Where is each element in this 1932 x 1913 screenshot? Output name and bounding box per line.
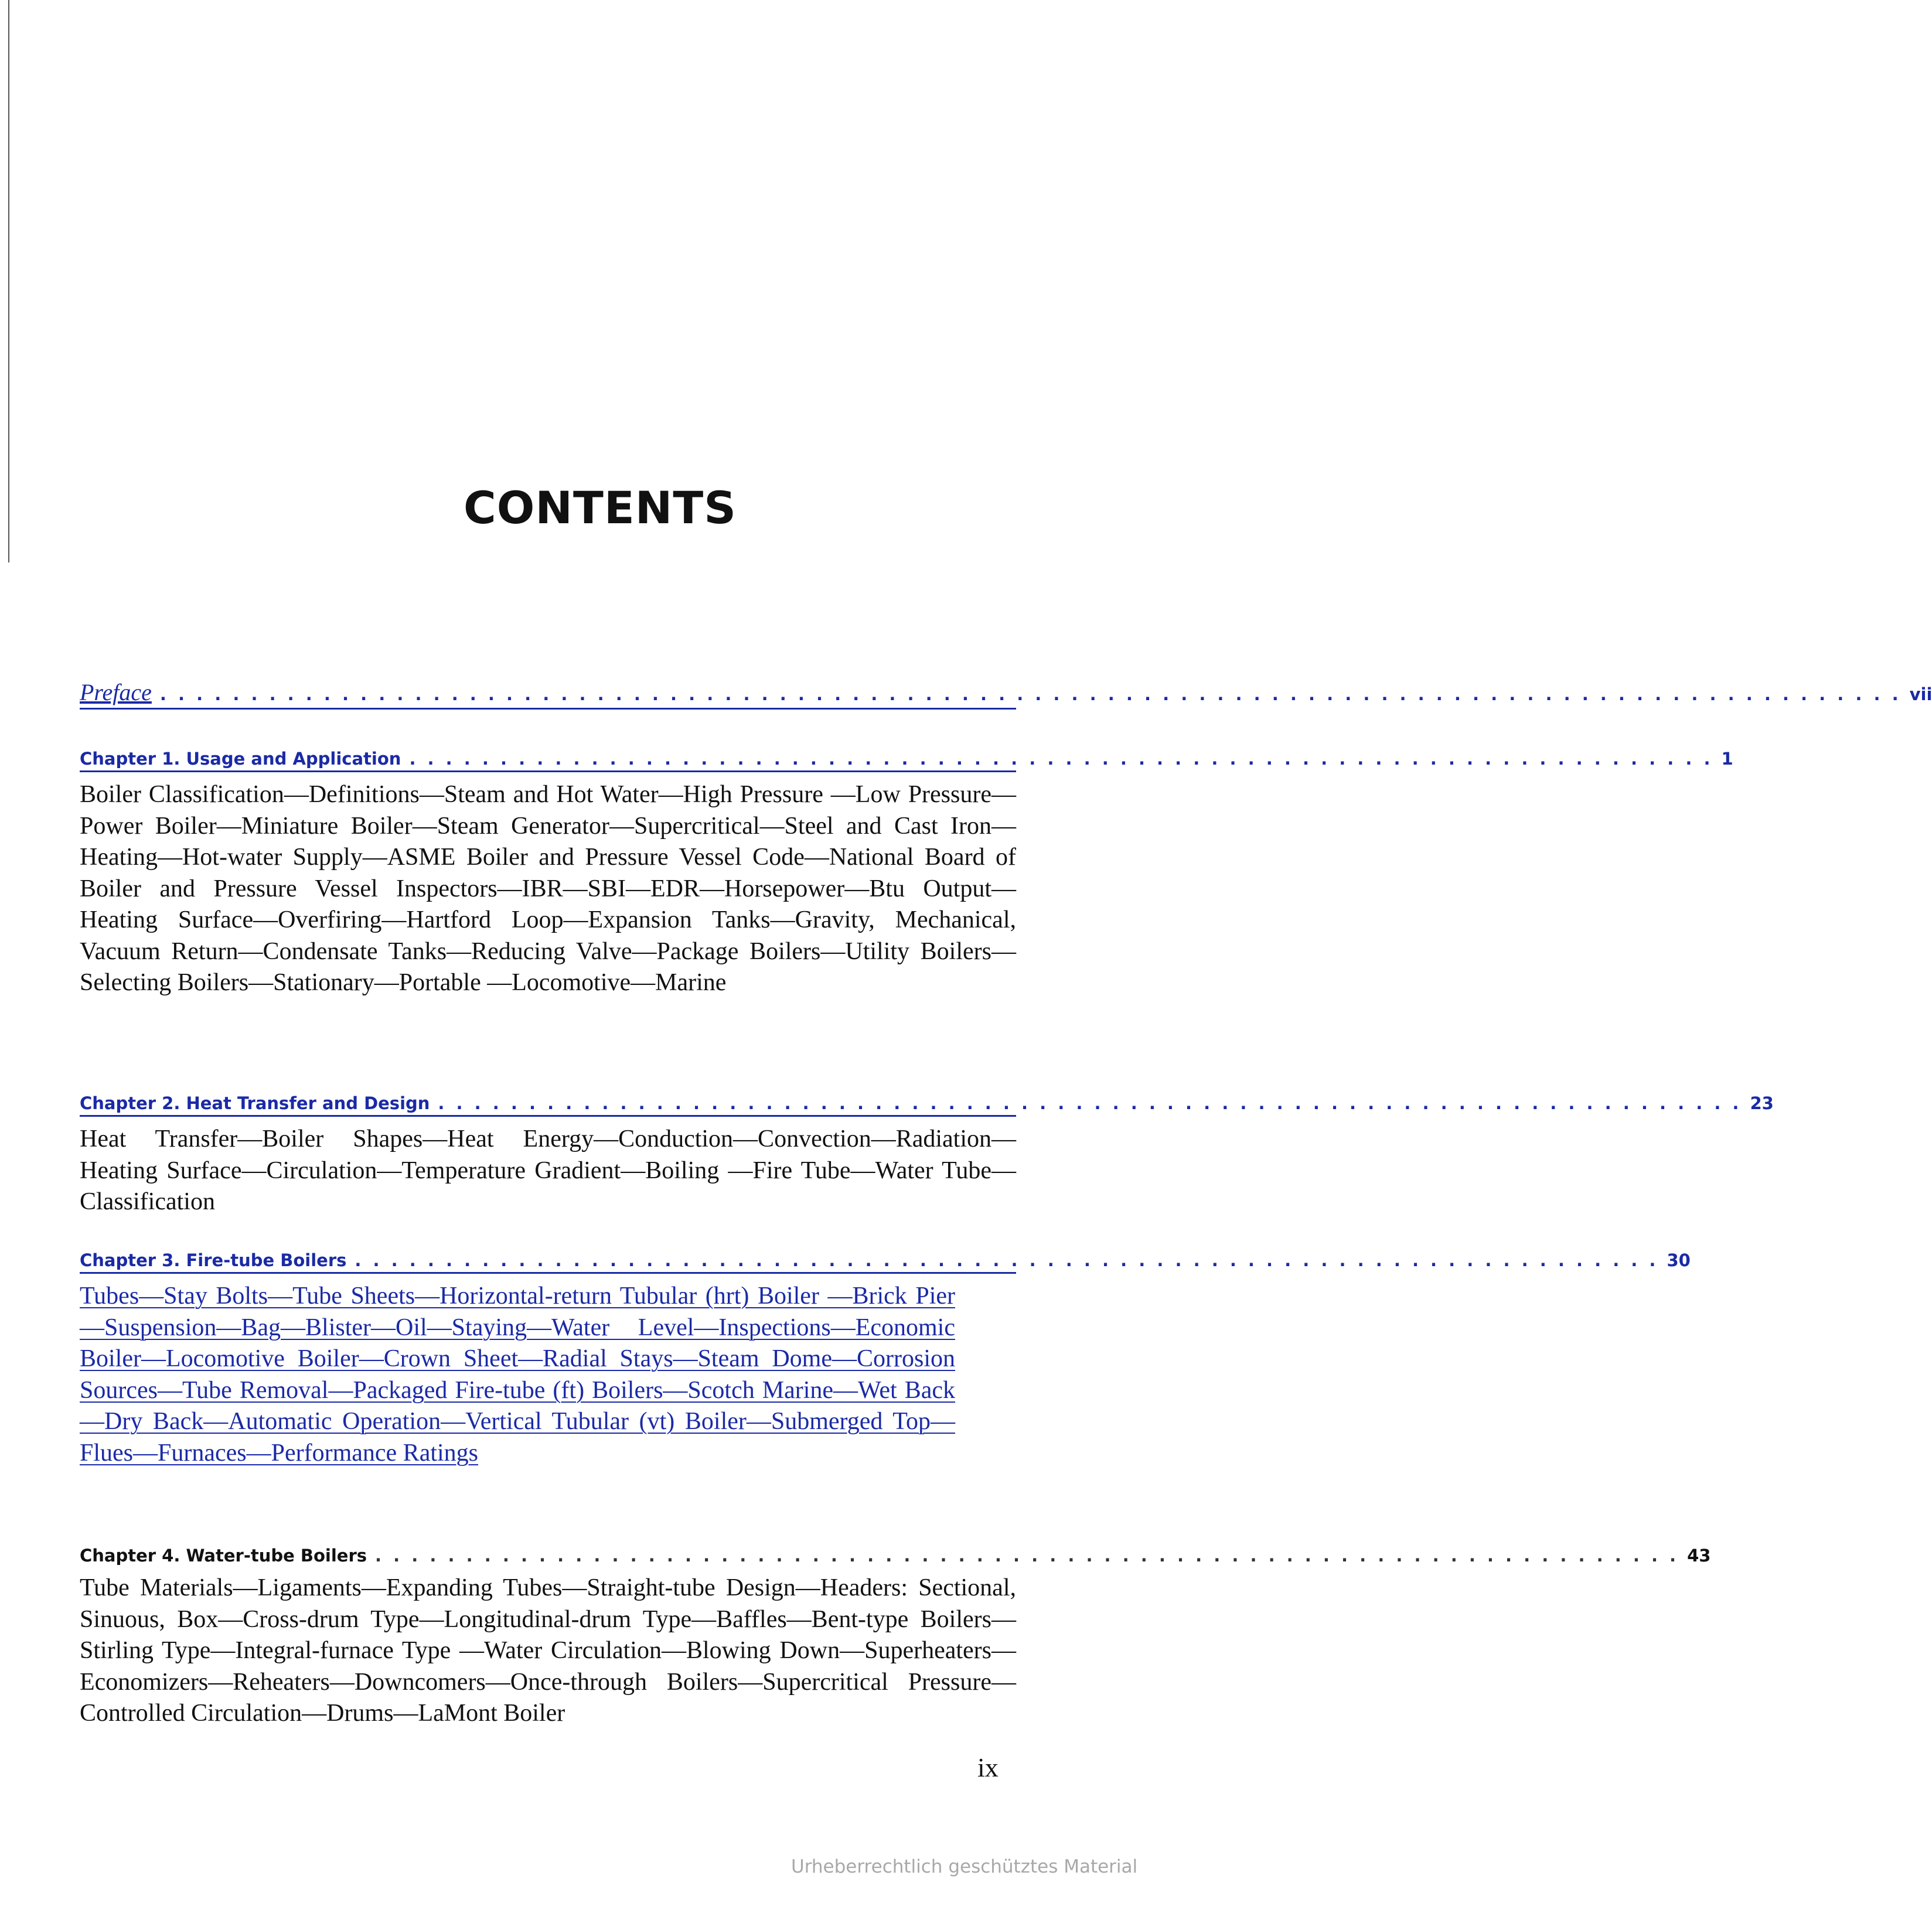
toc-page-number[interactable]: 23 [1750,1093,1774,1113]
toc-label[interactable]: Preface [80,679,152,705]
toc-label[interactable]: Chapter 3. Fire-tube Boilers [80,1250,347,1270]
toc-page-number[interactable]: 43 [1687,1546,1711,1566]
watermark: Urheberrechtlich geschütztes Material [791,1856,1138,1877]
dot-leader: . . . . . . . . . . . . . . . . . . . . . . . . . . . . . . . . . . . . . . . . . . . . . . . . . . . . . . . . . . . . . . . . . . . . . . . . . . . . . . . . . . . . . . . . . . . . . . . . [159,684,1902,704]
toc-heading-chapter-4[interactable] [80,1546,1711,1566]
toc-label[interactable]: Chapter 1. Usage and Application [80,749,401,769]
toc-page-number[interactable]: 1 [1721,749,1733,769]
toc-entry-chapter-2[interactable] [80,1093,1774,1218]
toc-label[interactable]: Chapter 4. Water-tube Boilers [80,1546,367,1566]
scan-margin-line [8,0,9,562]
toc-entry-chapter-4[interactable] [80,1546,1711,1730]
dot-leader: . . . . . . . . . . . . . . . . . . . . . . . . . . . . . . . . . . . . . . . . . . . . . . . . . . . . . . . . . . . . . . . . . . . . . . . . [409,749,1713,769]
toc-heading-chapter-2[interactable] [80,1093,1774,1117]
dot-leader: . . . . . . . . . . . . . . . . . . . . . . . . . . . . . . . . . . . . . . . . . . . . . . . . . . . . . . . . . . . . . . . . . . . . . . . . [375,1546,1679,1566]
toc-entry-chapter-3[interactable] [80,1250,1691,1469]
toc-heading-chapter-3[interactable] [80,1250,1691,1274]
dot-leader: . . . . . . . . . . . . . . . . . . . . . . . . . . . . . . . . . . . . . . . . . . . . . . . . . . . . . . . . . . . . . . . . . . . . . . . . [355,1250,1659,1270]
toc-description-link[interactable]: Tubes—Stay Bolts—Tube Sheets—Horizontal-return Tubular (hrt) Boiler —Brick Pier—Suspension—Bag—Blister—Oil—Staying—Water Level—Inspections—Economic Boiler—Locomotive Boiler—Crown Sheet—Radial Stays—Steam Dome—Corrosion Sources—Tube Removal—Packaged Fire-tube (ft) Boilers—Scotch Marine—Wet Back—Dry Back—Automatic Operation—Vertical Tubular (vt) Boiler—Submerged Top—Flues—Furnaces—Performance Ratings [80,1283,955,1467]
toc-entry-preface[interactable] [80,678,1932,710]
toc-entry-chapter-1[interactable] [80,749,1733,999]
page-number: ix [977,1752,999,1782]
toc-description: Tube Materials—Ligaments—Expanding Tubes—Straight-tube Design—Headers: Sectional, Sinuous, Box—Cross-drum Type—Longitudinal-drum Type—Baffles—Bent-type Boilers—Stirling Type—Integral-furnace Type —Water Circulation—Blowing Down—Superheaters—Economizers—Reheaters—Downcomers—Once-through Boilers—Supercritical Pressure—Controlled Circulation—Drums—LaMont Boiler [80,1574,1016,1727]
toc-page-number[interactable]: 30 [1667,1250,1691,1270]
toc-label[interactable]: Chapter 2. Heat Transfer and Design [80,1093,430,1113]
toc-heading-preface[interactable] [80,678,1932,710]
dot-leader: . . . . . . . . . . . . . . . . . . . . . . . . . . . . . . . . . . . . . . . . . . . . . . . . . . . . . . . . . . . . . . . . . . . . . . . . [438,1093,1742,1113]
page-title: CONTENTS [464,482,737,534]
toc-page-number[interactable]: vii [1909,684,1932,704]
toc-heading-chapter-1[interactable] [80,749,1733,772]
toc-description: Heat Transfer—Boiler Shapes—Heat Energy—Conduction—Convection—Radiation—Heating Surface—Circulation—Temperature Gradient—Boiling —Fire Tube—Water Tube—Classification [80,1126,1016,1215]
toc-description: Boiler Classification—Definitions—Steam and Hot Water—High Pressure —Low Pressure—Power Boiler—Miniature Boiler—Steam Generator—Supercritical—Steel and Cast Iron—Heating—Hot-water Supply—ASME Boiler and Pressure Vessel Code—National Board of Boiler and Pressure Vessel Inspectors—IBR—SBI—EDR—Horsepower—Btu Output—Heating Surface—Overfiring—Hartford Loop—Expansion Tanks—Gravity, Mechanical, Vacuum Return—Condensate Tanks—Reducing Valve—Package Boilers—Utility Boilers—Selecting Boilers—Stationary—Portable —Locomotive—Marine [80,781,1016,996]
